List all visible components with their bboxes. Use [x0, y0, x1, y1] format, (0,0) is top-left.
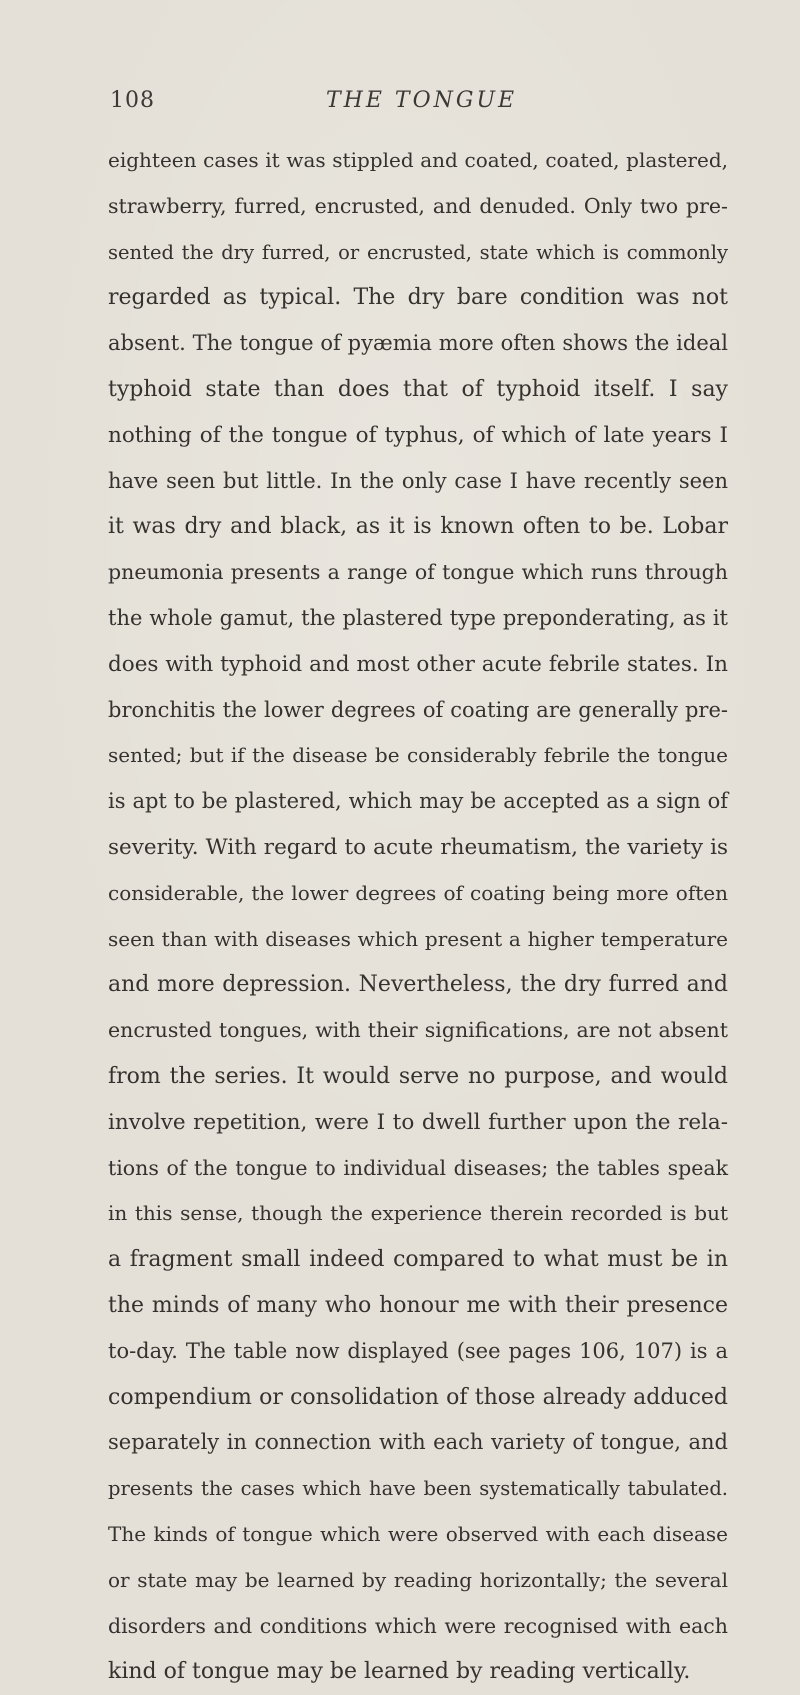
running-head: THE TONGUE [326, 88, 518, 113]
text-line: sented; but if the disease be considerably febrile the tongue [108, 743, 728, 768]
text-line: The kinds of tongue which were observed with each disease [108, 1521, 728, 1546]
text-line: to-day. The table now displayed (see pages 106, 107) is a [108, 1338, 728, 1363]
text-line: severity. With regard to acute rheumatism, the variety is [108, 834, 728, 860]
text-line: from the series. It would serve no purpose, and would [108, 1063, 728, 1089]
text-line: or state may be learned by reading horizontally; the several [108, 1567, 728, 1592]
text-line: kind of tongue may be learned by reading vertically. [108, 1659, 691, 1685]
text-line: presents the cases which have been systematically tabulated. [108, 1477, 728, 1501]
text-line: involve repetition, were I to dwell further upon the rela- [108, 1109, 728, 1135]
text-line: nothing of the tongue of typhus, of which of late years I [108, 422, 728, 448]
text-line: eighteen cases it was stippled and coated, coated, plastered, [108, 148, 728, 172]
text-line: seen than with diseases which present a higher temperature [108, 926, 728, 951]
text-line: it was dry and black, as it is known often to be. Lobar [108, 514, 728, 540]
text-line: tions of the tongue to individual diseases; the tables speak [108, 1155, 728, 1180]
page-number: 108 [110, 88, 155, 113]
text-line: regarded as typical. The dry bare condition was not [108, 285, 728, 311]
text-line: in this sense, though the experience therein recorded is but [108, 1201, 728, 1226]
text-line: absent. The tongue of pyæmia more often shows the ideal [108, 331, 728, 356]
text-line: does with typhoid and most other acute febrile states. In [108, 651, 728, 677]
text-line: have seen but little. In the only case I have recently seen [108, 468, 728, 493]
text-line: typhoid state than does that of typhoid itself. I say [108, 376, 728, 402]
text-line: the whole gamut, the plastered type preponderating, as it [108, 605, 728, 630]
text-line: compendium or consolidation of those already adduced [108, 1384, 728, 1410]
text-line: sented the dry furred, or encrusted, state which is commonly [108, 240, 728, 264]
text-line: strawberry, furred, encrusted, and denuded. Only two pre- [108, 193, 728, 218]
page-header [110, 88, 710, 122]
text-line: and more depression. Nevertheless, the dry furred and [108, 972, 728, 998]
text-line: is apt to be plastered, which may be accepted as a sign of [108, 789, 728, 814]
text-line: pneumonia presents a range of tongue which runs through [108, 560, 728, 585]
text-line: encrusted tongues, with their significations, are not absent [108, 1018, 728, 1043]
text-line: a fragment small indeed compared to what must be in [108, 1247, 728, 1273]
body-text [108, 138, 728, 1695]
text-line: the minds of many who honour me with their presence [108, 1292, 728, 1318]
text-line: considerable, the lower degrees of coating being more often [108, 880, 728, 905]
text-line: separately in connection with each variety of tongue, and [108, 1430, 728, 1455]
text-line: bronchitis the lower degrees of coating are generally pre- [108, 697, 728, 722]
text-line: disorders and conditions which were recognised with each [108, 1613, 728, 1638]
